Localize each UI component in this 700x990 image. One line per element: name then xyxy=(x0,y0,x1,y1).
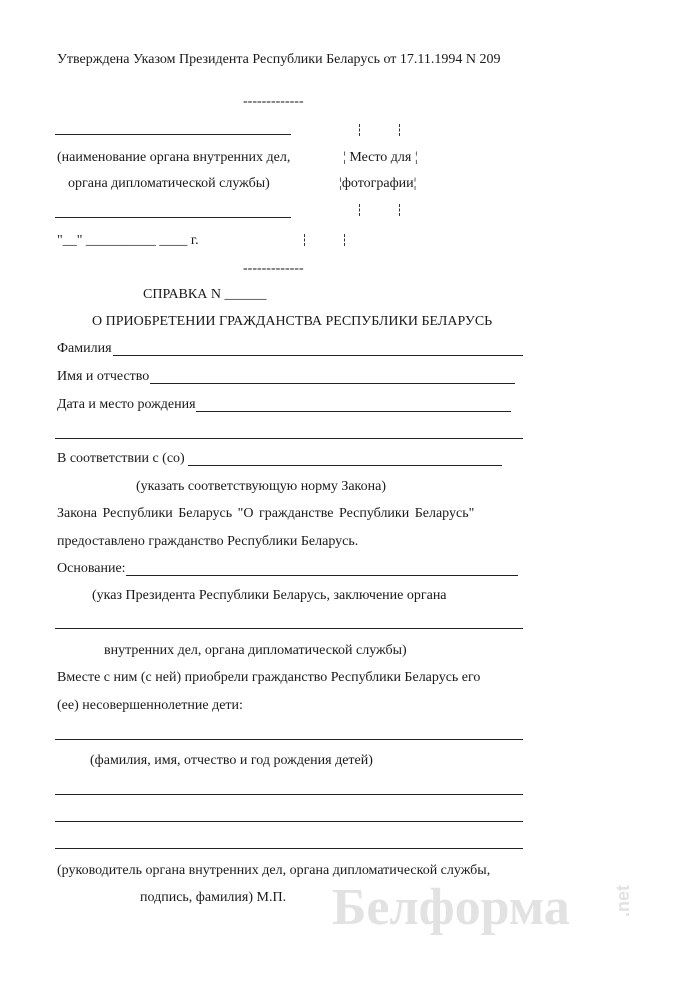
basis-hint-1: (указ Президента Республики Беларусь, заключение органа xyxy=(92,588,447,603)
accordance-label: В соответствии с (со) xyxy=(57,451,185,466)
surname-label: Фамилия xyxy=(57,341,112,356)
brand-watermark-tld: .net xyxy=(613,884,633,917)
photo-label-1: ¦ Место для ¦ xyxy=(343,150,418,165)
issue-date[interactable]: "__" __________ ____ г. xyxy=(57,233,199,248)
name-field[interactable] xyxy=(150,383,515,384)
issuer-caption-1: (наименование органа внутренних дел, xyxy=(57,150,291,165)
children-hint: (фамилия, имя, отчество и год рождения детей) xyxy=(90,753,373,768)
approval-note: Утверждена Указом Президента Республики Беларусь от 17.11.1994 N 209 xyxy=(57,52,501,67)
basis-field[interactable] xyxy=(126,575,518,576)
name-label: Имя и отчество xyxy=(57,369,150,384)
basis-hint-2: внутренних дел, органа дипломатической службы) xyxy=(104,643,407,658)
signature-line[interactable] xyxy=(55,848,523,849)
children-text-1: Вместе с ним (с ней) приобрели гражданство Республики Беларусь его xyxy=(57,670,481,685)
separator-top: ------------- xyxy=(243,94,304,109)
brand-watermark: Белформа xyxy=(332,879,570,936)
children-field-2[interactable] xyxy=(55,794,523,795)
surname-field[interactable] xyxy=(113,355,523,356)
law-reference: Закона Республики Беларусь "О гражданстве Республики Беларусь" xyxy=(57,506,475,521)
birth-field[interactable] xyxy=(196,411,511,412)
certificate-title: О ПРИОБРЕТЕНИИ ГРАЖДАНСТВА РЕСПУБЛИКИ БЕЛАРУСЬ xyxy=(92,314,493,329)
signature-caption-1: (руководитель органа внутренних дел, органа дипломатической службы, xyxy=(57,863,491,878)
accordance-hint: (указать соответствующую норму Закона) xyxy=(136,479,387,494)
basis-label: Основание: xyxy=(57,561,126,576)
children-field[interactable] xyxy=(55,739,523,740)
children-text-2: (ее) несовершеннолетние дети: xyxy=(57,698,243,713)
basis-field-continued[interactable] xyxy=(55,628,523,629)
issuer-extra-line[interactable] xyxy=(55,217,291,218)
certificate-number: СПРАВКА N ______ xyxy=(143,287,267,302)
birth-field-continued[interactable] xyxy=(55,438,523,439)
birth-label: Дата и место рождения xyxy=(57,397,196,412)
granted-statement: предоставлено гражданство Республики Беларусь. xyxy=(57,534,359,549)
issuer-caption-2: органа дипломатической службы) xyxy=(68,176,270,191)
accordance-field[interactable] xyxy=(188,465,502,466)
issuer-name-line[interactable] xyxy=(55,134,291,135)
children-field-3[interactable] xyxy=(55,821,523,822)
photo-label-2: ¦фотографии¦ xyxy=(339,176,417,191)
signature-caption-2: подпись, фамилия) М.П. xyxy=(140,890,287,905)
separator-bottom: ------------- xyxy=(243,261,304,276)
